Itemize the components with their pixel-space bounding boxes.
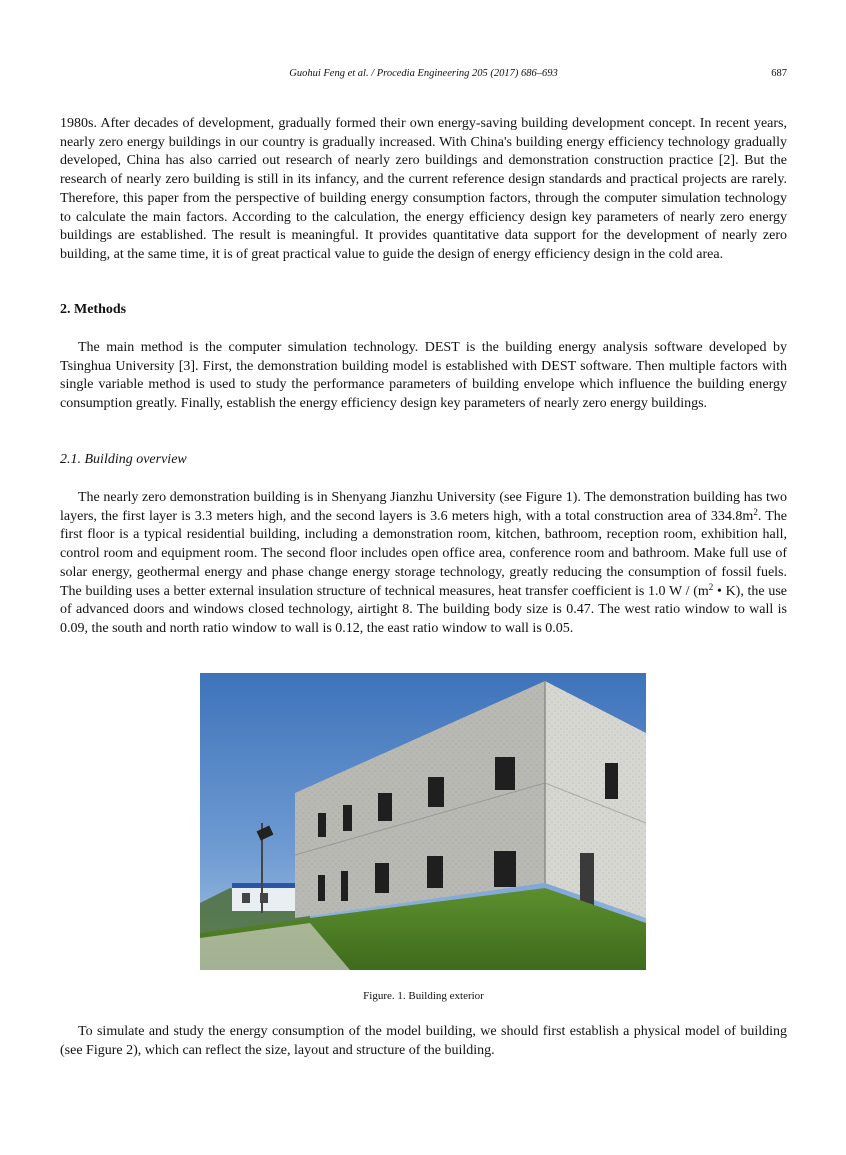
methods-paragraph: The main method is the computer simulation technology. DEST is the building energy analysis software developed by Tsinghua University [3]. First, the demonstration building model is established with DEST software. Then multiple factors with single variable method is used to study the performance parameters of building envelope which influence the building energy consumption greatly. Finally, establish the energy efficiency design key parameters of nearly zero energy buildings. <box>60 340 787 412</box>
overview-text-part2: . The first floor is a typical residential building, including a demonstration room, kitchen, bathroom, reception room, exhibition hall, control room and equipment room. The second floor includes open office area, conference room and bathroom. Make full use of solar energy, geothermal energy and phase change energy storage technology, greatly reducing the consumption of fossil fuels. The building uses a better external insulation structure of technical measures, heat transfer coefficient is 1.0 W / (m <box>60 508 787 599</box>
journal-citation: Guohui Feng et al. / Procedia Engineering 205 (2017) 686–693 <box>289 68 558 79</box>
intro-paragraph: 1980s. After decades of development, gradually formed their own energy-saving building development concept. In recent years, nearly zero energy buildings in our country is gradually increased. With China's building energy efficiency technology gradually developed, China has also carried out research of nearly zero buildings and demonstration construction practice [2]. But the research of nearly zero building is still in its infancy, and the current reference design standards and practical projects are rarely. Therefore, this paper from the perspective of building energy consumption factors, through the computer simulation technology to calculate the main factors. According to the calculation, the energy efficiency design key parameters of nearly zero energy buildings are established. The result is meaningful. It provides quantitative data support for the development of nearly zero building, at the same time, it is of great practical value to guide the design of energy efficiency design in the cold area. <box>60 116 787 262</box>
figure-caption: Figure. 1. Building exterior <box>363 990 484 1002</box>
building-photo-drawing <box>200 673 646 970</box>
building-overview-paragraph <box>60 489 787 639</box>
closing-paragraph: To simulate and study the energy consumption of the model building, we should first establish a physical model of building (see Figure 2), which can reflect the size, layout and structure of the building. <box>60 1024 787 1058</box>
overview-text-part3: • K), the use of advanced doors and windows closed technology, airtight 8. The building body size is 0.47. The west ratio window to wall is 0.09, the south and north ratio window to wall is 0.12, the east ratio window to wall is 0.05. <box>60 583 787 636</box>
running-header <box>60 68 787 86</box>
building-exterior-photo <box>200 673 646 970</box>
superscript-area-unit: 2 <box>753 506 758 517</box>
superscript-heat-unit: 2 <box>708 581 714 592</box>
subsection-heading-building-overview: 2.1. Building overview <box>60 452 187 467</box>
section-heading-methods: 2. Methods <box>60 302 127 317</box>
overview-text-part1: The nearly zero demonstration building is in Shenyang Jianzhu University (see Figure 1). The demonstration building has two layers, the first layer is 3.3 meters high, and the second layers is 3.6 meters high, with a total construction area of 334.8m <box>60 490 787 524</box>
page-number: 687 <box>771 68 787 79</box>
